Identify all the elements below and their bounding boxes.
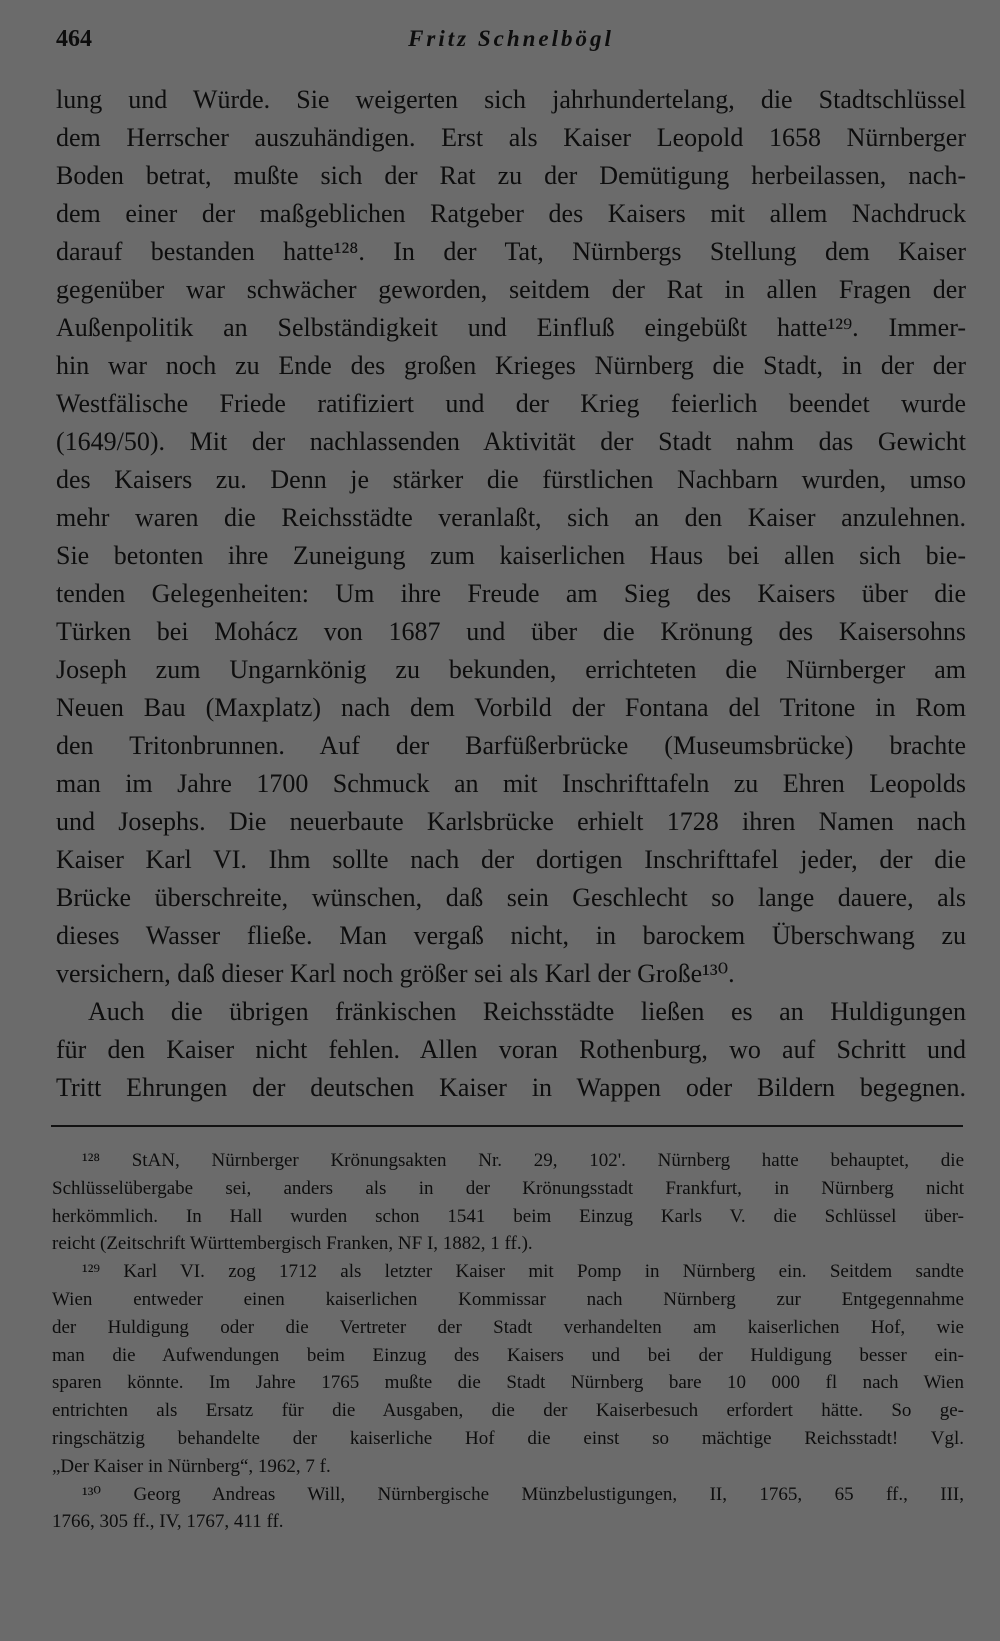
footnote-line: 1766, 305 ff., IV, 1767, 411 ff. [52, 1511, 284, 1533]
body-line: des Kaisers zu. Denn je stärker die fürstlichen Nachbarn wurden, umso [56, 465, 966, 494]
body-line: Tritt Ehrungen der deutschen Kaiser in Wappen oder Bildern begegnen. [56, 1073, 966, 1102]
body-line: darauf bestanden hatte¹²⁸. In der Tat, Nürnbergs Stellung dem Kaiser [56, 237, 966, 266]
footnote-line: „Der Kaiser in Nürnberg“, 1962, 7 f. [52, 1455, 331, 1477]
body-line: Außenpolitik an Selbständigkeit und Einfluß eingebüßt hatte¹²⁹. Immer- [56, 313, 966, 342]
footnote-line: herkömmlich. In Hall wurden schon 1541 beim Einzug Karls V. die Schlüssel über- [52, 1205, 964, 1227]
body-line: tenden Gelegenheiten: Um ihre Freude am Sieg des Kaisers über die [56, 579, 966, 608]
footnote-separator [51, 1125, 963, 1127]
footnote-line: Wien entweder einen kaiserlichen Kommissar nach Nürnberg zur Entgegennahme [52, 1288, 964, 1310]
footnotes [52, 1147, 964, 1536]
page-number: 464 [56, 26, 92, 52]
body-line: Sie betonten ihre Zuneigung zum kaiserlichen Haus bei allen sich bie- [56, 541, 966, 570]
body-line: lung und Würde. Sie weigerten sich jahrhundertelang, die Stadtschlüssel [56, 85, 966, 114]
body-line: Joseph zum Ungarnkönig zu bekunden, errichteten die Nürnberger am [56, 655, 966, 684]
body-line: (1649/50). Mit der nachlassenden Aktivität der Stadt nahm das Gewicht [56, 427, 966, 456]
footnote-line: der Huldigung oder die Vertreter der Stadt verhandelten am kaiserlichen Hof, wie [52, 1316, 964, 1338]
body-line: hin war noch zu Ende des großen Krieges Nürnberg die Stadt, in der der [56, 351, 966, 380]
footnote-line: entrichten als Ersatz für die Ausgaben, die der Kaiserbesuch erfordert hätte. So ge- [52, 1400, 964, 1422]
footnote-line: man die Aufwendungen beim Einzug des Kaisers und bei der Huldigung besser ein- [52, 1344, 964, 1366]
body-line: Auch die übrigen fränkischen Reichsstädte ließen es an Huldigungen [88, 997, 966, 1026]
body-line: mehr waren die Reichsstädte veranlaßt, sich an den Kaiser anzulehnen. [56, 503, 966, 532]
body-line: Kaiser Karl VI. Ihm sollte nach der dortigen Inschrifttafel jeder, der die [56, 845, 966, 874]
body-line: für den Kaiser nicht fehlen. Allen voran Rothenburg, wo auf Schritt und [56, 1035, 966, 1064]
body-line: man im Jahre 1700 Schmuck an mit Inschrifttafeln zu Ehren Leopolds [56, 769, 966, 798]
footnote-line: Schlüsselübergabe sei, anders als in der Krönungsstadt Frankfurt, in Nürnberg nicht [52, 1177, 964, 1199]
body-line: Boden betrat, mußte sich der Rat zu der Demütigung herbeilassen, nach- [56, 161, 966, 190]
body-line: Brücke überschreite, wünschen, daß sein Geschlecht so lange dauere, als [56, 883, 966, 912]
body-line: dieses Wasser fließe. Man vergaß nicht, in barockem Überschwang zu [56, 921, 966, 950]
body-line: gegenüber war schwächer geworden, seitdem der Rat in allen Fragen der [56, 275, 966, 304]
body-line: versichern, daß dieser Karl noch größer sei als Karl der Große¹³⁰. [56, 959, 735, 988]
body-line: dem einer der maßgeblichen Ratgeber des Kaisers mit allem Nachdruck [56, 199, 966, 228]
running-title: Fritz Schnelbögl [408, 26, 614, 51]
body-line: Neuen Bau (Maxplatz) nach dem Vorbild der Fontana del Tritone in Rom [56, 693, 966, 722]
footnote-line: sparen könnte. Im Jahre 1765 mußte die Stadt Nürnberg bare 10 000 fl nach Wien [52, 1372, 964, 1394]
footnote-line: ¹³⁰ Georg Andreas Will, Nürnbergische Münzbelustigungen, II, 1765, 65 ff., III, [82, 1483, 964, 1505]
footnote-line: ¹²⁸ StAN, Nürnberger Krönungsakten Nr. 29, 102'. Nürnberg hatte behauptet, die [82, 1150, 964, 1171]
body-line: dem Herrscher auszuhändigen. Erst als Kaiser Leopold 1658 Nürnberger [56, 123, 966, 152]
body-line: Türken bei Mohácz von 1687 und über die Krönung des Kaisersohns [56, 617, 966, 646]
footnote-line: ¹²⁹ Karl VI. zog 1712 als letzter Kaiser mit Pomp in Nürnberg ein. Seitdem sandte [82, 1261, 964, 1283]
body-line: und Josephs. Die neuerbaute Karlsbrücke erhielt 1728 ihren Namen nach [56, 807, 966, 836]
body-line: Westfälische Friede ratifiziert und der Krieg feierlich beendet wurde [56, 389, 966, 418]
running-head [56, 26, 966, 58]
footnote-line: reicht (Zeitschrift Württembergisch Franken, NF I, 1882, 1 ff.). [52, 1233, 533, 1255]
footnote-line: ringschätzig behandelte der kaiserliche Hof die einst so mächtige Reichsstadt! Vgl. [52, 1427, 964, 1449]
body-text [56, 81, 966, 1107]
body-line: den Tritonbrunnen. Auf der Barfüßerbrücke (Museumsbrücke) brachte [56, 731, 966, 760]
